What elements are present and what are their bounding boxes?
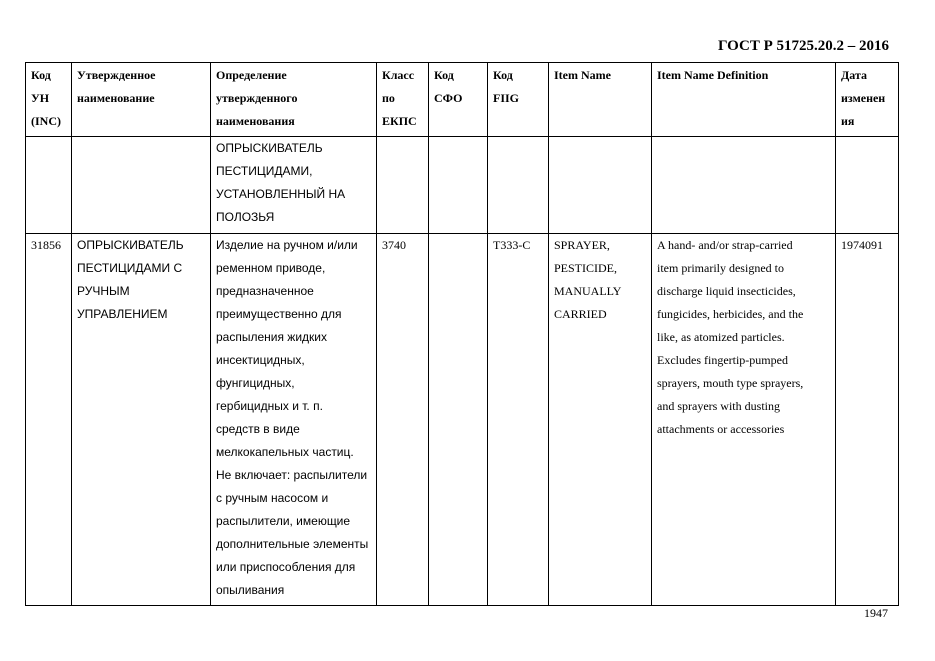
cell-date: 1974091 xyxy=(836,234,899,606)
document-standard-header: ГОСТ Р 51725.20.2 – 2016 xyxy=(717,38,889,54)
cell-item-name xyxy=(549,137,652,234)
table-row-continuation xyxy=(26,137,899,234)
table-header-row xyxy=(26,63,899,137)
cell-definition: ОПРЫСКИВАТЕЛЬ ПЕСТИЦИДАМИ, УСТАНОВЛЕННЫЙ НА ПОЛОЗЬЯ xyxy=(211,137,377,234)
cell-class: 3740 xyxy=(377,234,429,606)
header-item-name: Item Name xyxy=(549,63,652,137)
cell-inc: 31856 xyxy=(26,234,72,606)
cell-name: ОПРЫСКИВАТЕЛЬ ПЕСТИЦИДАМИ С РУЧНЫМ УПРАВЛЕНИЕМ xyxy=(72,234,211,606)
cell-inc xyxy=(26,137,72,234)
cell-class xyxy=(377,137,429,234)
cell-definition: Изделие на ручном и/или ременном приводе, предназначенное преимущественно для распыления жидких инсектицидных, фунгицидных, гербицидных и т. п. средств в виде мелкокапельных частиц. Не включает: распылители с ручным насосом и распылители, имеющие дополнительные элементы или приспособления для опыливания xyxy=(211,234,377,606)
header-sfo: Код СФО xyxy=(429,63,488,137)
cell-item-definition xyxy=(652,137,836,234)
header-item-name-definition: Item Name Definition xyxy=(652,63,836,137)
cell-sfo xyxy=(429,137,488,234)
cell-date xyxy=(836,137,899,234)
page-number: 1947 xyxy=(864,606,888,620)
header-approved-name: Утвержденное наименование xyxy=(72,63,211,137)
item-catalog-table xyxy=(25,62,899,606)
cell-name xyxy=(72,137,211,234)
header-definition: Определение утвержденного наименования xyxy=(211,63,377,137)
header-fiig: Код FIIG xyxy=(488,63,549,137)
cell-item-definition: A hand- and/or strap-carried item primarily designed to discharge liquid insecticides, fungicides, herbicides, and the like, as atomized particles. Excludes fingertip-pumped sprayers, mouth type sprayers, and sprayers with dusting attachments or accessories xyxy=(652,234,836,606)
header-inc: Код УН (INC) xyxy=(26,63,72,137)
table-row xyxy=(26,234,899,606)
header-class: Класс по ЕКПС xyxy=(377,63,429,137)
cell-sfo xyxy=(429,234,488,606)
cell-fiig xyxy=(488,137,549,234)
cell-item-name: SPRAYER, PESTICIDE, MANUALLY CARRIED xyxy=(549,234,652,606)
cell-fiig: T333-C xyxy=(488,234,549,606)
header-change-date: Дата изменен ия xyxy=(836,63,899,137)
